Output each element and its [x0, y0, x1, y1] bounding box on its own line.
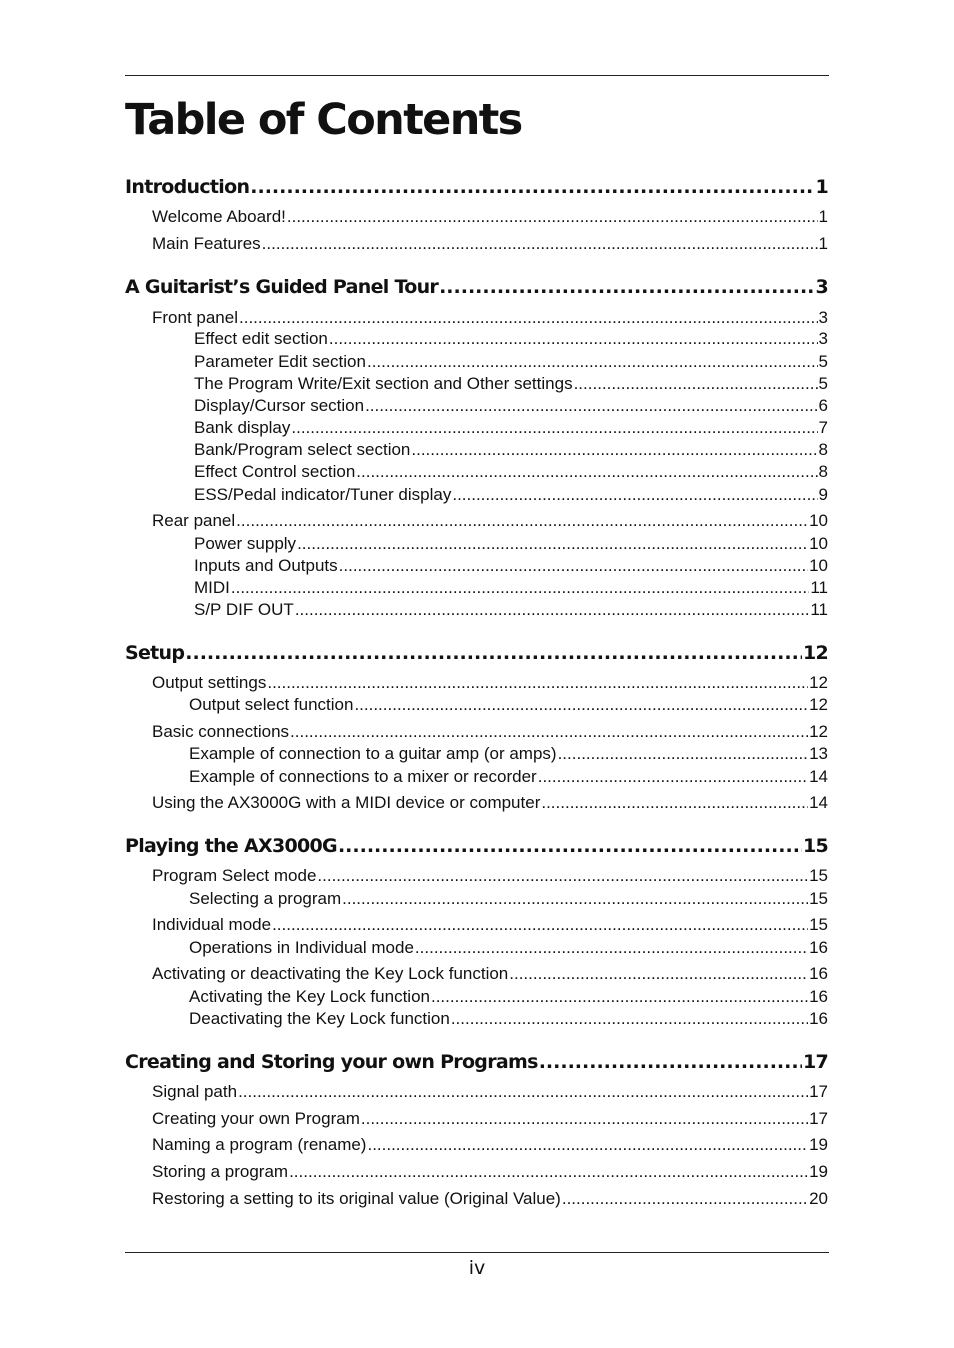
- toc-entry-title: Rear panel: [152, 511, 236, 530]
- toc-subsection-entry[interactable]: [189, 1009, 828, 1029]
- toc-entry-title: Selecting a program: [189, 889, 342, 908]
- toc-entry-title: Example of connections to a mixer or recorder: [189, 767, 537, 786]
- toc-entry-title: Operations in Individual mode: [189, 938, 414, 957]
- toc-entry-page: 5: [818, 352, 828, 371]
- toc-entry-page: 17: [809, 1109, 828, 1128]
- toc-leader-dots: [239, 308, 818, 328]
- toc-entry-title: Deactivating the Key Lock function: [189, 1009, 450, 1028]
- toc-section-entry[interactable]: [152, 793, 828, 813]
- toc-entry-page: 8: [818, 440, 828, 459]
- toc-entry-title: Display/Cursor section: [194, 396, 365, 415]
- toc-leader-dots: [231, 578, 809, 598]
- toc-leader-dots: [574, 374, 818, 394]
- toc-section-entry[interactable]: [152, 1162, 828, 1182]
- toc-entry-page: 10: [809, 511, 828, 530]
- toc-entry-title: Power supply: [194, 534, 297, 553]
- toc-entry-page: 16: [809, 938, 828, 957]
- toc-entry-title: Effect edit section: [194, 329, 328, 348]
- toc-entry-title: Output select function: [189, 695, 354, 714]
- toc-entry-title: ESS/Pedal indicator/Tuner display: [194, 485, 452, 504]
- toc-leader-dots: [452, 485, 817, 505]
- toc-entry-title: Naming a program (rename): [152, 1135, 367, 1154]
- toc-entry-page: 12: [809, 673, 828, 692]
- toc-entry-page: 13: [809, 744, 828, 763]
- toc-entry-page: 19: [809, 1135, 828, 1154]
- toc-entry-title: Example of connection to a guitar amp (or amps): [189, 744, 557, 763]
- toc-entry-page: 15: [802, 835, 828, 857]
- toc-entry-title: S/P DIF OUT: [194, 600, 294, 619]
- toc-section-entry[interactable]: [152, 511, 828, 531]
- toc-leader-dots: [329, 329, 818, 349]
- toc-section-entry[interactable]: [152, 207, 828, 227]
- toc-entry-page: 11: [810, 600, 828, 619]
- toc-entry-title: Main Features: [152, 234, 261, 253]
- toc-entry-title: Bank/Program select section: [194, 440, 411, 459]
- toc-entry-page: 16: [809, 987, 828, 1006]
- toc-chapter-entry[interactable]: [125, 1051, 828, 1073]
- toc-subsection-entry[interactable]: [189, 889, 828, 909]
- toc-entry-page: 9: [818, 485, 828, 504]
- toc-entry-title: Bank display: [194, 418, 291, 437]
- toc-leader-dots: [431, 987, 808, 1007]
- toc-leader-dots: [558, 744, 809, 764]
- toc-section-entry[interactable]: [152, 866, 828, 886]
- toc-leader-dots: [317, 866, 808, 886]
- toc-subsection-entry[interactable]: [194, 329, 828, 349]
- toc-section-entry[interactable]: [152, 234, 828, 254]
- toc-entry-title: Basic connections: [152, 722, 290, 741]
- toc-leader-dots: [287, 207, 818, 227]
- toc-leader-dots: [290, 722, 808, 742]
- toc-leader-dots: [262, 234, 818, 254]
- toc-subsection-entry[interactable]: [194, 352, 828, 372]
- toc-section-entry[interactable]: [152, 722, 828, 742]
- toc-leader-dots: [272, 915, 808, 935]
- toc-entry-title: Setup: [125, 642, 185, 664]
- page-number: iv: [468, 1257, 486, 1279]
- toc-entry-page: 10: [809, 534, 828, 553]
- toc-leader-dots: [451, 1009, 808, 1029]
- toc-section-entry[interactable]: [152, 1135, 828, 1155]
- toc-entry-title: Creating your own Program: [152, 1109, 360, 1128]
- toc-leader-dots: [367, 352, 818, 372]
- toc-leader-dots: [185, 642, 802, 664]
- toc-leader-dots: [250, 176, 814, 198]
- toc-entry-title: Storing a program: [152, 1162, 289, 1181]
- toc-leader-dots: [295, 600, 810, 620]
- toc-subsection-entry[interactable]: [194, 534, 828, 554]
- toc-leader-dots: [367, 1135, 808, 1155]
- toc-leader-dots: [338, 835, 802, 857]
- toc-leader-dots: [365, 396, 817, 416]
- bottom-rule: [125, 1252, 829, 1253]
- toc-entry-page: 14: [809, 793, 828, 812]
- toc-entry-title: A Guitarist’s Guided Panel Tour: [125, 276, 439, 298]
- toc-entry-title: Activating or deactivating the Key Lock function: [152, 964, 509, 983]
- toc-subsection-entry[interactable]: [189, 987, 828, 1007]
- toc-section-entry[interactable]: [152, 308, 828, 328]
- toc-leader-dots: [411, 440, 817, 460]
- toc-leader-dots: [415, 938, 808, 958]
- toc-leader-dots: [342, 889, 808, 909]
- toc-leader-dots: [541, 793, 808, 813]
- toc-entry-title: The Program Write/Exit section and Other settings: [194, 374, 573, 393]
- toc-entry-title: Inputs and Outputs: [194, 556, 338, 575]
- toc-subsection-entry[interactable]: [194, 578, 828, 598]
- toc-leader-dots: [539, 1051, 802, 1073]
- toc-subsection-entry[interactable]: [194, 374, 828, 394]
- toc-entry-title: Front panel: [152, 308, 238, 327]
- toc-entry-title: Program Select mode: [152, 866, 317, 885]
- toc-leader-dots: [356, 462, 817, 482]
- toc-section-entry[interactable]: [152, 964, 828, 984]
- toc-entry-title: MIDI: [194, 578, 230, 597]
- toc-entry-title: Using the AX3000G with a MIDI device or computer: [152, 793, 541, 812]
- toc-chapter-entry[interactable]: [125, 835, 828, 857]
- toc-leader-dots: [538, 767, 808, 787]
- toc-subsection-entry[interactable]: [194, 600, 828, 620]
- toc-entry-page: 1: [818, 207, 828, 226]
- toc-entry-page: 17: [802, 1051, 828, 1073]
- toc-leader-dots: [291, 418, 817, 438]
- toc-entry-title: Signal path: [152, 1082, 238, 1101]
- toc-entry-page: 12: [802, 642, 828, 664]
- toc-leader-dots: [297, 534, 808, 554]
- toc-entry-page: 3: [818, 308, 828, 327]
- toc-section-entry[interactable]: [152, 1082, 828, 1102]
- toc-leader-dots: [267, 673, 808, 693]
- toc-leader-dots: [562, 1189, 808, 1209]
- toc-subsection-entry[interactable]: [194, 485, 828, 505]
- toc-leader-dots: [236, 511, 808, 531]
- toc-section-entry[interactable]: [152, 915, 828, 935]
- toc-entry-page: 6: [818, 396, 828, 415]
- toc-entry-page: 5: [818, 374, 828, 393]
- toc-chapter-entry[interactable]: [125, 642, 828, 664]
- toc-leader-dots: [509, 964, 808, 984]
- toc-subsection-entry[interactable]: [189, 695, 828, 715]
- toc-subsection-entry[interactable]: [194, 418, 828, 438]
- toc-entry-page: 10: [809, 556, 828, 575]
- toc-entry-title: Activating the Key Lock function: [189, 987, 430, 1006]
- toc-entry-page: 7: [818, 418, 828, 437]
- toc-leader-dots: [339, 556, 808, 576]
- toc-chapter-entry[interactable]: [125, 176, 828, 198]
- toc-entry-page: 20: [809, 1189, 828, 1208]
- toc-leader-dots: [439, 276, 814, 298]
- toc-entry-page: 17: [809, 1082, 828, 1101]
- toc-subsection-entry[interactable]: [189, 767, 828, 787]
- toc-entry-page: 1: [815, 176, 828, 198]
- toc-entry-page: 15: [809, 915, 828, 934]
- toc-entry-page: 12: [809, 695, 828, 714]
- toc-subsection-entry[interactable]: [189, 938, 828, 958]
- toc-entry-page: 15: [809, 866, 828, 885]
- toc-entry-page: 14: [809, 767, 828, 786]
- page-title: Table of Contents: [125, 95, 522, 145]
- toc-entry-page: 3: [818, 329, 828, 348]
- toc-entry-title: Playing the AX3000G: [125, 835, 337, 857]
- toc-leader-dots: [361, 1109, 808, 1129]
- toc-subsection-entry[interactable]: [194, 462, 828, 482]
- toc-entry-page: 12: [809, 722, 828, 741]
- toc-entry-title: Effect Control section: [194, 462, 356, 481]
- toc-section-entry[interactable]: [152, 1109, 828, 1129]
- toc-leader-dots: [238, 1082, 808, 1102]
- toc-section-entry[interactable]: [152, 673, 828, 693]
- toc-entry-page: 16: [809, 964, 828, 983]
- toc-leader-dots: [354, 695, 808, 715]
- toc-subsection-entry[interactable]: [194, 440, 828, 460]
- toc-subsection-entry[interactable]: [194, 396, 828, 416]
- toc-entry-title: Creating and Storing your own Programs: [125, 1051, 538, 1073]
- toc-entry-page: 8: [818, 462, 828, 481]
- toc-entry-page: 1: [818, 234, 828, 253]
- toc-entry-page: 16: [809, 1009, 828, 1028]
- toc-entry-page: 3: [815, 276, 828, 298]
- toc-entry-title: Output settings: [152, 673, 267, 692]
- toc-entry-title: Welcome Aboard!: [152, 207, 286, 226]
- toc-entry-title: Restoring a setting to its original value (Original Value): [152, 1189, 561, 1208]
- toc-entry-page: 19: [809, 1162, 828, 1181]
- toc-entry-title: Parameter Edit section: [194, 352, 366, 371]
- toc-entry-title: Individual mode: [152, 915, 272, 934]
- toc-entry-page: 11: [810, 578, 828, 597]
- toc-leader-dots: [289, 1162, 808, 1182]
- toc-subsection-entry[interactable]: [189, 744, 828, 764]
- toc-subsection-entry[interactable]: [194, 556, 828, 576]
- toc-section-entry[interactable]: [152, 1189, 828, 1209]
- toc-entry-title: Introduction: [125, 176, 250, 198]
- toc-chapter-entry[interactable]: [125, 276, 828, 298]
- toc-entry-page: 15: [809, 889, 828, 908]
